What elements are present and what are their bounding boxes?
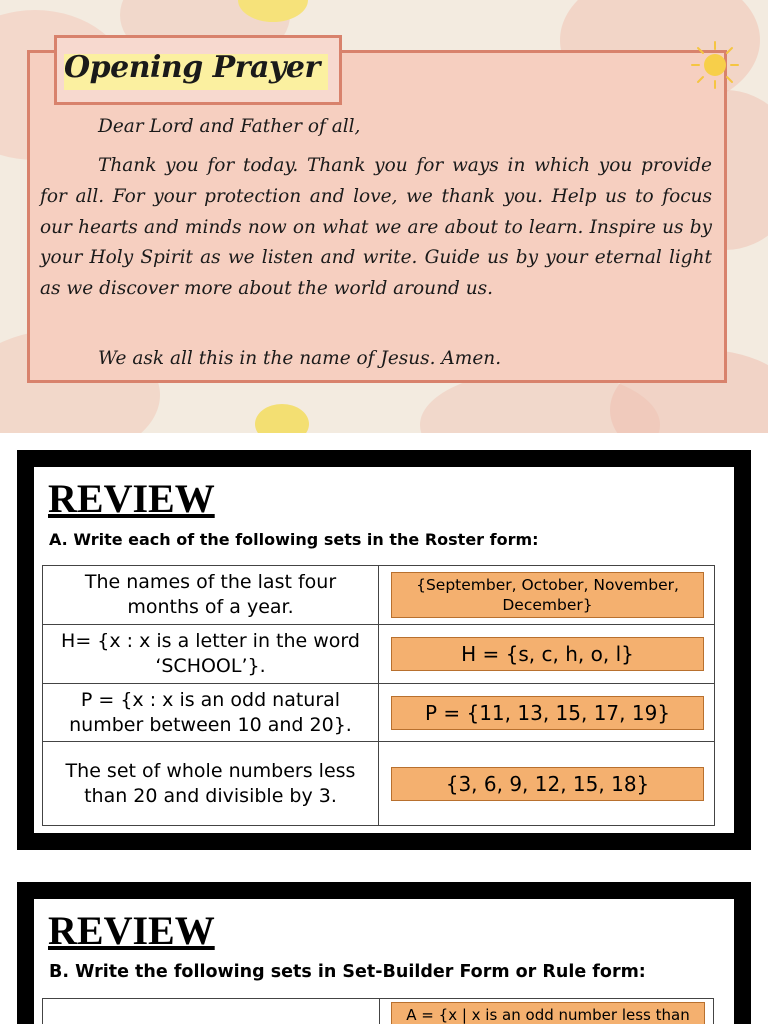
opening-prayer-slide	[0, 0, 768, 433]
review-slide-b-content	[34, 899, 734, 1024]
review-instruction: B. Write the following sets in Set-Builder Form or Rule form:	[49, 962, 646, 982]
question-cell: The names of the last four months of a year.	[43, 566, 379, 625]
column-divider	[379, 999, 380, 1024]
prayer-body: Thank you for today. Thank you for ways in which you provide for all. For your protection and love, we thank you. Help us to focus our hearts and minds now on what we are about to learn. Inspire us by your Holy Spirit as we listen and write. Guide us by your eternal light as we discover more about the world around us.	[40, 155, 712, 300]
answer-box: {September, October, November, December}	[391, 572, 704, 618]
question-cell: H= {x : x is a letter in the word ‘SCHOOL’}.	[43, 625, 379, 684]
prayer-closing: We ask all this in the name of Jesus. Amen.	[98, 348, 502, 369]
review-slide-a-content	[34, 467, 734, 833]
set-builder-table	[42, 998, 714, 1024]
review-heading: REVIEW	[48, 476, 215, 521]
table-row	[43, 684, 715, 742]
review-heading: REVIEW	[48, 908, 215, 953]
question-cell: P = {x : x is an odd natural number between 10 and 20}.	[43, 684, 379, 742]
question-cell: The set of whole numbers less than 20 and divisible by 3.	[43, 742, 379, 826]
roster-table	[42, 565, 715, 826]
table-row	[43, 625, 715, 684]
review-slide-a	[17, 450, 751, 850]
table-row	[43, 566, 715, 625]
sun-icon	[690, 40, 740, 90]
review-slide-b	[17, 882, 751, 1024]
answer-box: A = {x | x is an odd number less than	[391, 1002, 705, 1024]
answer-cell	[379, 566, 715, 625]
prayer-title: Opening Prayer	[64, 50, 320, 85]
answer-cell	[379, 742, 715, 826]
review-instruction: A. Write each of the following sets in the Roster form:	[49, 530, 539, 549]
answer-cell	[379, 684, 715, 742]
answer-box: P = {11, 13, 15, 17, 19}	[391, 696, 704, 730]
answer-box: H = {s, c, h, o, l}	[391, 637, 704, 671]
answer-cell	[379, 625, 715, 684]
table-row	[43, 742, 715, 826]
prayer-greeting: Dear Lord and Father of all,	[98, 116, 361, 137]
flower-center-decoration	[255, 404, 309, 433]
answer-box: {3, 6, 9, 12, 15, 18}	[391, 767, 704, 801]
